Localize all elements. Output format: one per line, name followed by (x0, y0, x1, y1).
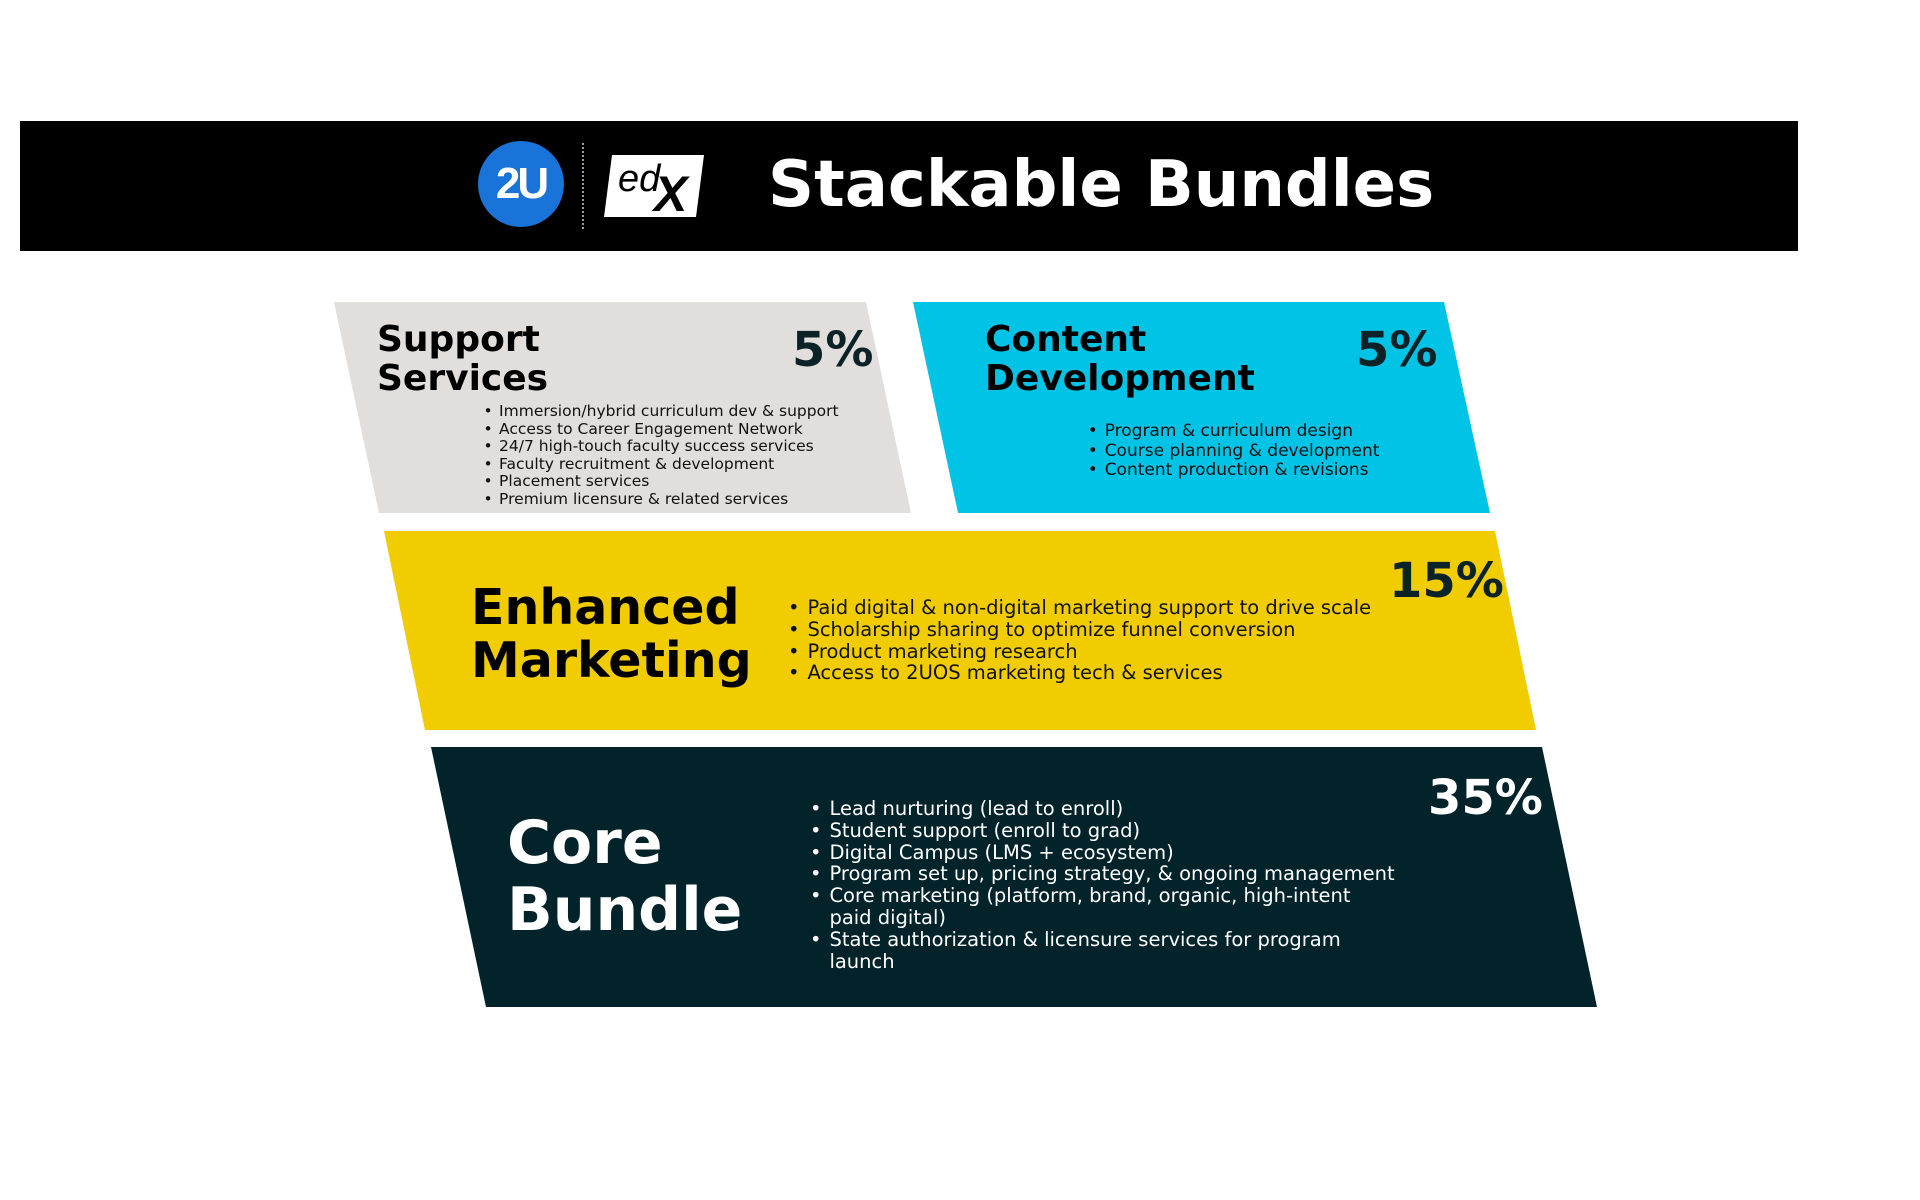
page-title: Stackable Bundles (768, 148, 1435, 222)
core-bundle-percent: 35% (1428, 770, 1543, 826)
list-item: • Content production & revisions (1086, 461, 1379, 481)
content-development-list (1086, 422, 1379, 481)
enhanced-marketing-list (786, 597, 1371, 684)
list-item: • Core marketing (platform, brand, organic, high-intent paid digital) (808, 885, 1398, 929)
list-item: • Access to 2UOS marketing tech & services (786, 662, 1371, 684)
support-services-list (482, 403, 839, 509)
svg-text:ed: ed (618, 158, 661, 200)
enhanced-marketing-heading: Enhanced Marketing (471, 579, 752, 689)
core-bundle-heading: Core Bundle (507, 808, 743, 946)
2u-logo-text: 2U (495, 159, 547, 208)
list-item: • Scholarship sharing to optimize funnel conversion (786, 619, 1371, 641)
core-bundle-list (808, 798, 1398, 972)
content-development-heading: Content Development (985, 319, 1255, 399)
list-item: • Placement services (482, 473, 839, 491)
content-development-percent: 5% (1356, 322, 1438, 378)
list-item: • Lead nurturing (lead to enroll) (808, 798, 1398, 820)
list-item: • Course planning & development (1086, 442, 1379, 462)
support-services-heading: Support Services (377, 319, 549, 399)
list-item: • 24/7 high-touch faculty success services (482, 438, 839, 456)
list-item: • Premium licensure & related services (482, 491, 839, 509)
list-item: • Student support (enroll to grad) (808, 820, 1398, 842)
list-item: • Program set up, pricing strategy, & ongoing management (808, 863, 1398, 885)
list-item: • State authorization & licensure services for program launch (808, 929, 1398, 973)
list-item: • Product marketing research (786, 641, 1371, 663)
list-item: • Digital Campus (LMS + ecosystem) (808, 842, 1398, 864)
list-item: • Program & curriculum design (1086, 422, 1379, 442)
list-item: • Paid digital & non-digital marketing support to drive scale (786, 597, 1371, 619)
enhanced-marketing-percent: 15% (1389, 553, 1504, 609)
list-item: • Immersion/hybrid curriculum dev & support (482, 403, 839, 421)
list-item: • Access to Career Engagement Network (482, 421, 839, 439)
support-services-percent: 5% (792, 322, 874, 378)
svg-text:X: X (654, 166, 688, 217)
list-item: • Faculty recruitment & development (482, 456, 839, 474)
